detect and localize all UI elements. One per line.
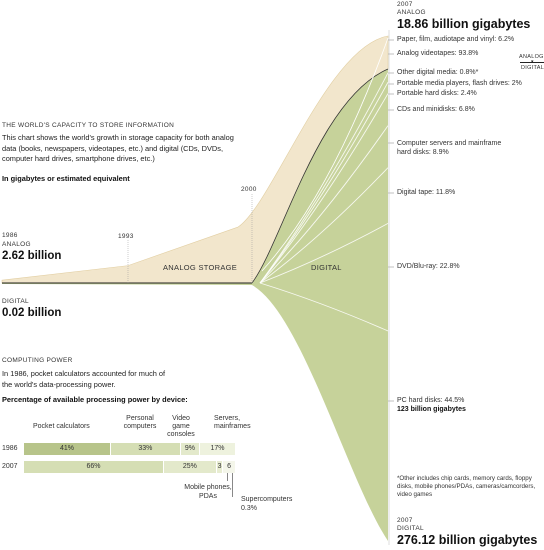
footnote: *Other includes chip cards, memory cards, floppy disks, mobile phones/PDAs, cameras/camcorders, video games [397,475,536,498]
bar-segment-calculators: 41% [24,443,110,455]
legend-analog: ANALOG [519,54,544,60]
start-analog-value: 2.62 billion [2,250,62,262]
start-digital-label: DIGITAL [2,298,29,305]
end-analog-value: 18.86 billion gigabytes [397,17,531,31]
note-mobile-phones: Mobile phones, PDAs [184,484,232,500]
breakdown-digital-tape: Digital tape: 11.8% [397,189,456,196]
intro-body: This chart shows the world's growth in storage capacity for both analog data (books, newspapers, videotapes, etc.) and digital (CDs, DVDs, computer hard drives, smartphone drives, etc.) [2,133,234,163]
header-video-game-consoles: Video game consoles [167,415,195,438]
bar-segment-game: 9% [181,443,199,455]
computing-title: COMPUTING POWER [2,357,73,364]
row-1986-year: 1986 [2,445,18,452]
end-digital-value: 276.12 billion gigabytes [397,533,538,547]
legend-arrow-icon: ▾ [531,59,534,65]
mobile-leader-line [227,473,228,481]
legend-digital: DIGITAL [521,65,544,71]
header-servers-mainframes: Servers, mainframes [214,415,251,430]
analog-storage-label: ANALOG STORAGE [163,263,238,272]
start-digital-value: 0.02 billion [2,307,62,319]
breakdown-portable-hdd: Portable hard disks: 2.4% [397,90,477,97]
bar-1986 [24,443,236,455]
bar-segment-mobile: 3 [217,461,222,473]
breakdown-analog-paper: Paper, film, audiotape and vinyl: 6.2% [397,36,515,43]
bar-segment-supercomputers: 6 [223,461,235,473]
end-digital-label: DIGITAL [397,525,424,532]
end-analog-label: ANALOG [397,9,426,16]
end-analog-year: 2007 [397,1,413,8]
intro-title: THE WORLD'S CAPACITY TO STORE INFORMATION [2,122,175,129]
year-1986-label: 1986 [2,232,18,239]
bar-segment-servers: 17% [200,443,235,455]
breakdown-pc-hdd: PC hard disks: 44.5% [397,397,465,404]
computing-body: In 1986, pocket calculators accounted for much of the world's data-processing power. [2,369,166,389]
intro-unit-note: In gigabytes or estimated equivalent [2,174,130,183]
bar-segment-game: 25% [164,461,216,473]
breakdown-cds: CDs and minidisks: 6.8% [397,106,475,113]
year-2000-label: 2000 [241,186,257,193]
year-1993-label: 1993 [118,233,134,240]
end-digital-year: 2007 [397,517,413,524]
row-2007-year: 2007 [2,463,18,470]
header-pocket-calculators: Pocket calculators [33,423,90,430]
breakdown-pc-hdd-amount: 123 billion gigabytes [397,406,466,413]
bar-segment-personal: 33% [111,443,180,455]
breakdown-other-digital: Other digital media: 0.8%* [397,69,479,76]
note-supercomputers-share: 0.3% [241,505,257,512]
breakdown-servers: Computer servers and mainframe hard disks: 8.9% [397,140,502,156]
note-supercomputers: Supercomputers [241,496,293,503]
breakdown-dvd: DVD/Blu-ray: 22.8% [397,263,460,270]
header-personal-computers: Personal computers [123,415,157,430]
start-analog-label: ANALOG [2,241,31,248]
bar-2007 [24,461,236,473]
breakdown-portable-media: Portable media players, flash drives: 2% [397,80,522,87]
digital-area-label: DIGITAL [311,263,342,272]
bar-segment-personal: 66% [24,461,163,473]
computing-subtitle: Percentage of available processing power by device: [2,395,188,404]
breakdown-analog-videotapes: Analog videotapes: 93.8% [397,50,479,57]
